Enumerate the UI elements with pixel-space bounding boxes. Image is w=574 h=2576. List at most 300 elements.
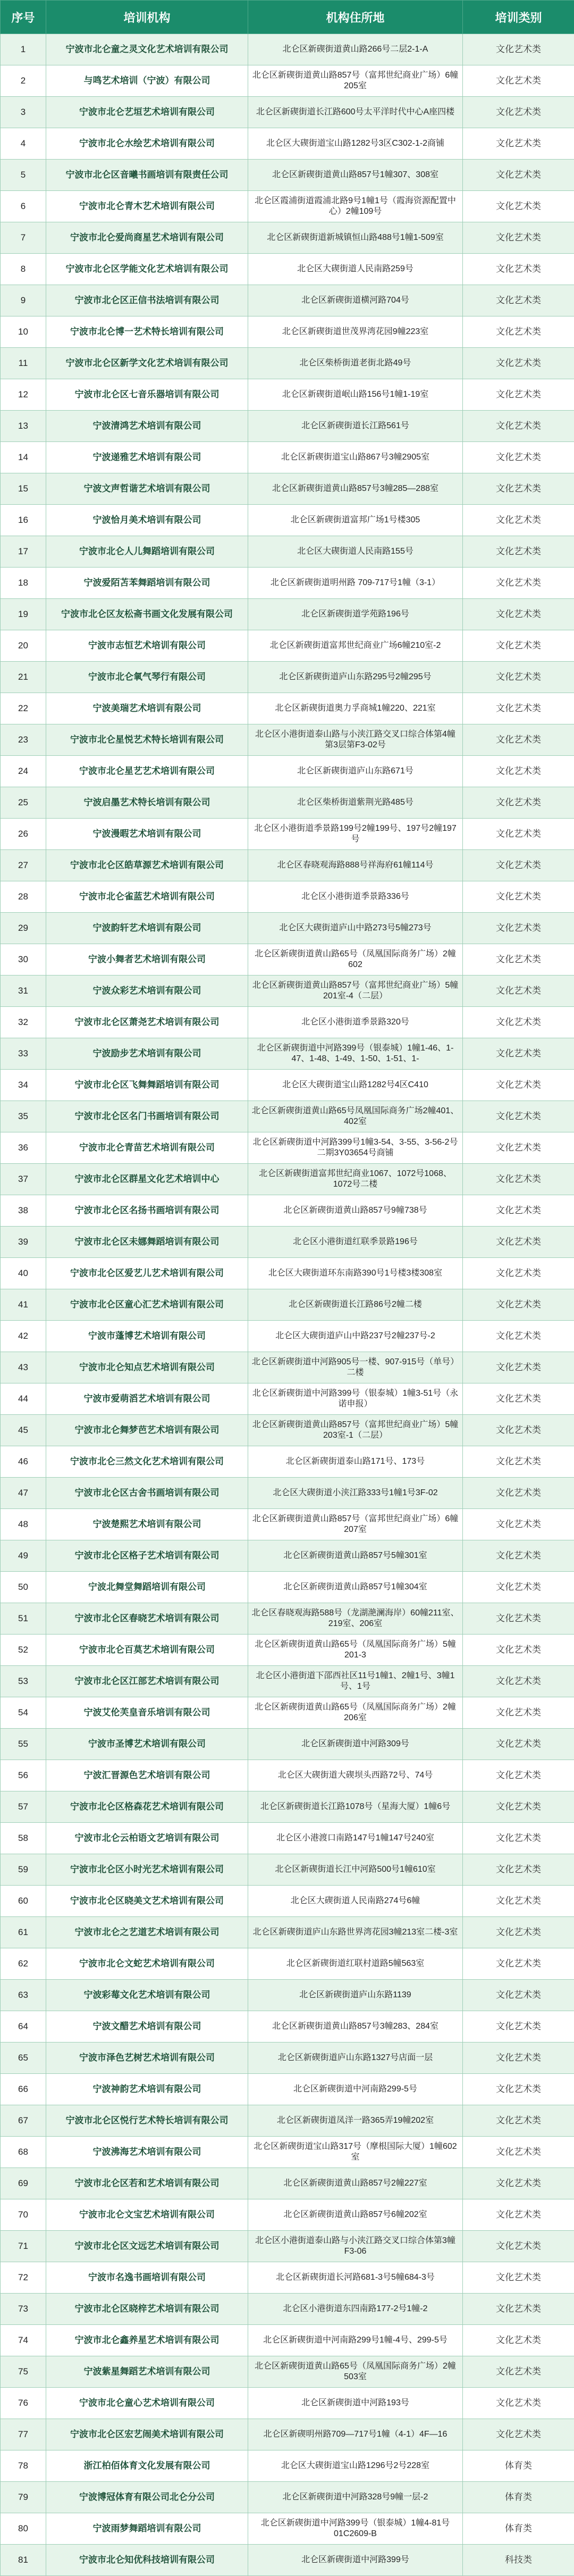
training-category: 文化艺术类 bbox=[463, 2325, 574, 2356]
training-category: 文化艺术类 bbox=[463, 1289, 574, 1321]
table-row bbox=[1, 2043, 574, 2074]
row-number: 71 bbox=[1, 2231, 46, 2262]
institution-name: 宁波市志恒艺术培训有限公司 bbox=[46, 630, 248, 662]
row-number: 40 bbox=[1, 1258, 46, 1289]
table-row bbox=[1, 976, 574, 1007]
row-number: 53 bbox=[1, 1666, 46, 1697]
institution-name: 宁波市北仑区名门书画培训有限公司 bbox=[46, 1101, 248, 1132]
institution-address: 北仑区小港街道下邵西社区11号1幢1、2幢1号、3幢1号、1号 bbox=[248, 1666, 463, 1697]
institution-address: 北仑区大碶街道人民南路274号6幢 bbox=[248, 1886, 463, 1917]
row-number: 2 bbox=[1, 65, 46, 97]
institution-name: 宁波小舞者艺术培训有限公司 bbox=[46, 944, 248, 976]
institution-name: 宁波市北仑艺垣艺术培训有限公司 bbox=[46, 97, 248, 128]
table-row bbox=[1, 254, 574, 285]
institution-name: 宁波市北仑知点艺术培训有限公司 bbox=[46, 1352, 248, 1383]
row-number: 9 bbox=[1, 285, 46, 316]
row-number: 22 bbox=[1, 693, 46, 724]
institution-address: 北仑区新碶街道中河路905号一楼、907-915号（单号）二楼 bbox=[248, 1352, 463, 1383]
training-category: 文化艺术类 bbox=[463, 411, 574, 442]
institution-name: 宁波市北仑星艺艺术培训有限公司 bbox=[46, 756, 248, 787]
institution-name: 宁波市北仑区七音乐器培训有限公司 bbox=[46, 379, 248, 411]
table-row bbox=[1, 1101, 574, 1132]
table-row bbox=[1, 2450, 574, 2482]
training-category: 文化艺术类 bbox=[463, 1478, 574, 1509]
institution-name: 宁波市北仑区江部艺术培训有限公司 bbox=[46, 1666, 248, 1697]
institution-address: 北仑区新碶街道黄山路65号（凤凰国际商务广场）2幢206室 bbox=[248, 1697, 463, 1729]
table-row bbox=[1, 1446, 574, 1478]
table-row bbox=[1, 411, 574, 442]
institution-name: 宁波彩莓文化艺术培训有限公司 bbox=[46, 1980, 248, 2011]
row-number: 51 bbox=[1, 1603, 46, 1635]
institution-name: 宁波市蓬博艺术培训有限公司 bbox=[46, 1321, 248, 1352]
table-row bbox=[1, 316, 574, 348]
row-number: 32 bbox=[1, 1007, 46, 1038]
institution-name: 宁波市北仑区飞舞舞蹈培训有限公司 bbox=[46, 1070, 248, 1101]
row-number: 7 bbox=[1, 222, 46, 254]
training-category: 文化艺术类 bbox=[463, 505, 574, 536]
row-number: 16 bbox=[1, 505, 46, 536]
training-category: 文化艺术类 bbox=[463, 1195, 574, 1227]
table-row bbox=[1, 787, 574, 819]
institution-name: 宁波市北仑区未娜舞蹈培训有限公司 bbox=[46, 1227, 248, 1258]
table-row bbox=[1, 1729, 574, 1760]
row-number: 28 bbox=[1, 881, 46, 913]
institution-address: 北仑区柴桥街道紫荆光路485号 bbox=[248, 787, 463, 819]
institution-address: 北仑区新碶明州路709—717号1幢（4-1）4F—16 bbox=[248, 2419, 463, 2450]
institution-address: 北仑区新碶街道中河路328号9幢一层-2 bbox=[248, 2482, 463, 2513]
institution-name: 宁波市北仑童之灵文化艺术培训有限公司 bbox=[46, 34, 248, 65]
institution-name: 宁波市北仑区若和艺术培训有限公司 bbox=[46, 2168, 248, 2199]
row-number: 48 bbox=[1, 1509, 46, 1540]
training-category: 文化艺术类 bbox=[463, 662, 574, 693]
table-row bbox=[1, 1603, 574, 1635]
institution-address: 北仑区新碶街道红联村道路5幢563室 bbox=[248, 1948, 463, 1980]
institution-address: 北仑区新碶街道中河路399号（银泰城）1幢3-51号（永诺申报） bbox=[248, 1383, 463, 1415]
row-number: 60 bbox=[1, 1886, 46, 1917]
training-category: 文化艺术类 bbox=[463, 1948, 574, 1980]
institution-address: 北仑区新碶街道黄山路857号1幢304室 bbox=[248, 1572, 463, 1603]
institution-address: 北仑区新碶街道长江路1078号（星海大厦）1幢6号 bbox=[248, 1791, 463, 1823]
table-row bbox=[1, 1383, 574, 1415]
row-number: 1 bbox=[1, 34, 46, 65]
institution-address: 北仑区小港街道季景路199号2幢199号、197号2幢197号 bbox=[248, 819, 463, 850]
institution-name: 宁波漫暇艺术培训有限公司 bbox=[46, 819, 248, 850]
table-row bbox=[1, 536, 574, 568]
institution-name: 宁波博冠体育有限公司北仑分公司 bbox=[46, 2482, 248, 2513]
table-row bbox=[1, 1948, 574, 1980]
row-number: 44 bbox=[1, 1383, 46, 1415]
training-category: 文化艺术类 bbox=[463, 1132, 574, 1164]
row-number: 3 bbox=[1, 97, 46, 128]
table-row bbox=[1, 1572, 574, 1603]
institution-name: 宁波市北仑区友松斋书画文化发展有限公司 bbox=[46, 599, 248, 630]
training-category: 文化艺术类 bbox=[463, 536, 574, 568]
row-number: 43 bbox=[1, 1352, 46, 1383]
training-category: 文化艺术类 bbox=[463, 1101, 574, 1132]
institution-name: 宁波市北仑区名扬书画培训有限公司 bbox=[46, 1195, 248, 1227]
institution-name: 宁波市北仑云柏语文艺培训有限公司 bbox=[46, 1823, 248, 1854]
institution-address: 北仑区小港街道季景路336号 bbox=[248, 881, 463, 913]
table-row bbox=[1, 2325, 574, 2356]
institution-address: 北仑区新碶街道宝山路317号（摩根国际大厦）1幢602室 bbox=[248, 2137, 463, 2168]
training-category: 文化艺术类 bbox=[463, 2105, 574, 2137]
institution-name: 宁波市北仑区春晓艺术培训有限公司 bbox=[46, 1603, 248, 1635]
training-category: 文化艺术类 bbox=[463, 1603, 574, 1635]
table-row bbox=[1, 1917, 574, 1948]
institution-name: 宁波清鸿艺术培训有限公司 bbox=[46, 411, 248, 442]
training-category: 文化艺术类 bbox=[463, 65, 574, 97]
row-number: 37 bbox=[1, 1164, 46, 1195]
institution-name: 宁波市北仑博一艺术特长培训有限公司 bbox=[46, 316, 248, 348]
training-category: 文化艺术类 bbox=[463, 850, 574, 881]
table-row bbox=[1, 2262, 574, 2294]
institution-address: 北仑区小港街道季景路320号 bbox=[248, 1007, 463, 1038]
table-row bbox=[1, 1791, 574, 1823]
institution-name: 宁波市北仑区正信书法培训有限公司 bbox=[46, 285, 248, 316]
institution-name: 宁波文声哲谐艺术培训有限公司 bbox=[46, 473, 248, 505]
table-row bbox=[1, 2545, 574, 2576]
table-row bbox=[1, 1132, 574, 1164]
institution-address: 北仑区新碶街道长河路681-3号5幢684-3号 bbox=[248, 2262, 463, 2294]
institution-name: 宁波市北仑青木艺术培训有限公司 bbox=[46, 191, 248, 222]
row-number: 25 bbox=[1, 787, 46, 819]
institution-name: 宁波市北仑水绘艺术培训有限公司 bbox=[46, 128, 248, 160]
row-number: 12 bbox=[1, 379, 46, 411]
table-body bbox=[1, 34, 574, 2576]
institution-name: 宁波市北仑三然文化艺术培训有限公司 bbox=[46, 1446, 248, 1478]
institution-address: 北仑区新碶街道黄山路857号（富邦世纪商业广场）5幢201室-4（二层） bbox=[248, 976, 463, 1007]
row-number: 20 bbox=[1, 630, 46, 662]
table-row bbox=[1, 222, 574, 254]
institution-address: 北仑区新碶街道中河路399号 bbox=[248, 2545, 463, 2576]
training-category: 文化艺术类 bbox=[463, 1823, 574, 1854]
row-number: 66 bbox=[1, 2074, 46, 2105]
training-category: 文化艺术类 bbox=[463, 1697, 574, 1729]
training-category: 文化艺术类 bbox=[463, 379, 574, 411]
training-category: 文化艺术类 bbox=[463, 191, 574, 222]
institution-name: 宁波市北仑区小时光艺术培训有限公司 bbox=[46, 1854, 248, 1886]
table-row bbox=[1, 1478, 574, 1509]
row-number: 52 bbox=[1, 1635, 46, 1666]
row-number: 78 bbox=[1, 2450, 46, 2482]
training-category: 文化艺术类 bbox=[463, 2262, 574, 2294]
table-row bbox=[1, 160, 574, 191]
institution-name: 宁波市北仑区格子艺术培训有限公司 bbox=[46, 1540, 248, 1572]
institution-name: 宁波市北仑区皓草源艺术培训有限公司 bbox=[46, 850, 248, 881]
row-number: 64 bbox=[1, 2011, 46, 2043]
table-row bbox=[1, 2074, 574, 2105]
institution-address: 北仑区大碶街道人民南路259号 bbox=[248, 254, 463, 285]
header-address: 机构住所地 bbox=[248, 1, 463, 34]
training-category: 文化艺术类 bbox=[463, 222, 574, 254]
row-number: 11 bbox=[1, 348, 46, 379]
institution-name: 宁波爱陌苫苯舞蹈培训有限公司 bbox=[46, 568, 248, 599]
header-category: 培训类别 bbox=[463, 1, 574, 34]
row-number: 6 bbox=[1, 191, 46, 222]
table-row bbox=[1, 881, 574, 913]
table-row bbox=[1, 285, 574, 316]
training-category: 文化艺术类 bbox=[463, 1917, 574, 1948]
institution-address: 北仑区大碶街道人民南路155号 bbox=[248, 536, 463, 568]
table-row bbox=[1, 1980, 574, 2011]
table-row bbox=[1, 1070, 574, 1101]
table-row bbox=[1, 1854, 574, 1886]
training-category: 文化艺术类 bbox=[463, 568, 574, 599]
training-category: 文化艺术类 bbox=[463, 285, 574, 316]
table-row bbox=[1, 1697, 574, 1729]
training-category: 文化艺术类 bbox=[463, 1572, 574, 1603]
table-row bbox=[1, 724, 574, 756]
institution-name: 宁波励步艺术培训有限公司 bbox=[46, 1038, 248, 1070]
institution-address: 北仑区小港街道泰山路与小浃江路交叉口综合体第3幢F3-06 bbox=[248, 2231, 463, 2262]
table-row bbox=[1, 1195, 574, 1227]
training-category: 文化艺术类 bbox=[463, 630, 574, 662]
table-row bbox=[1, 568, 574, 599]
training-category: 文化艺术类 bbox=[463, 1666, 574, 1697]
row-number: 47 bbox=[1, 1478, 46, 1509]
training-category: 文化艺术类 bbox=[463, 2294, 574, 2325]
institution-name: 宁波北舞堂舞蹈培训有限公司 bbox=[46, 1572, 248, 1603]
table-row bbox=[1, 1760, 574, 1791]
training-category: 体育类 bbox=[463, 2482, 574, 2513]
row-number: 76 bbox=[1, 2388, 46, 2419]
training-category: 文化艺术类 bbox=[463, 2137, 574, 2168]
institution-name: 宁波市北仑星悦艺术特长培训有限公司 bbox=[46, 724, 248, 756]
table-row bbox=[1, 1038, 574, 1070]
training-category: 文化艺术类 bbox=[463, 1007, 574, 1038]
institution-name: 宁波市圣博艺术培训有限公司 bbox=[46, 1729, 248, 1760]
row-number: 59 bbox=[1, 1854, 46, 1886]
institution-address: 北仑区春晓观海路588号（龙湖滟澜海岸）60幢211室、219室、206室 bbox=[248, 1603, 463, 1635]
training-category: 文化艺术类 bbox=[463, 1791, 574, 1823]
institution-address: 北仑区新碶街道奥力孚商城1幢220、221室 bbox=[248, 693, 463, 724]
table-row bbox=[1, 2011, 574, 2043]
institution-name: 宁波文醋艺术培训有限公司 bbox=[46, 2011, 248, 2043]
row-number: 38 bbox=[1, 1195, 46, 1227]
row-number: 73 bbox=[1, 2294, 46, 2325]
institution-name: 宁波市北仑区晓美文艺术培训有限公司 bbox=[46, 1886, 248, 1917]
table-row bbox=[1, 34, 574, 65]
institution-name: 宁波市北仑之艺道艺术培训有限公司 bbox=[46, 1917, 248, 1948]
table-row bbox=[1, 2168, 574, 2199]
institution-name: 宁波市北仑文宝艺术培训有限公司 bbox=[46, 2199, 248, 2231]
table-row bbox=[1, 1540, 574, 1572]
institution-name: 宁波神韵艺术培训有限公司 bbox=[46, 2074, 248, 2105]
table-row bbox=[1, 1886, 574, 1917]
row-number: 41 bbox=[1, 1289, 46, 1321]
institution-address: 北仑区新碶街道富邦世纪商业1067、1072号1068、1072号二楼 bbox=[248, 1164, 463, 1195]
training-category: 文化艺术类 bbox=[463, 2043, 574, 2074]
training-category: 文化艺术类 bbox=[463, 254, 574, 285]
training-category: 文化艺术类 bbox=[463, 1352, 574, 1383]
row-number: 68 bbox=[1, 2137, 46, 2168]
training-category: 文化艺术类 bbox=[463, 1321, 574, 1352]
institution-address: 北仑区小港街道东四南路177-2号1幢-2 bbox=[248, 2294, 463, 2325]
table-row bbox=[1, 2388, 574, 2419]
institution-name: 宁波市爱萌滔艺术培训有限公司 bbox=[46, 1383, 248, 1415]
row-number: 69 bbox=[1, 2168, 46, 2199]
training-category: 文化艺术类 bbox=[463, 944, 574, 976]
training-category: 科技类 bbox=[463, 2545, 574, 2576]
institution-name: 宁波市北仑雀蓝艺术培训有限公司 bbox=[46, 881, 248, 913]
row-number: 13 bbox=[1, 411, 46, 442]
training-category: 文化艺术类 bbox=[463, 1383, 574, 1415]
institution-name: 宁波韵轩艺术培训有限公司 bbox=[46, 913, 248, 944]
institution-address: 北仑区新碶街道中河路399号（银泰城）1幢1-46、1-47、1-48、1-49、1-50、1-51、1- bbox=[248, 1038, 463, 1070]
row-number: 5 bbox=[1, 160, 46, 191]
institution-address: 北仑区新碶街道长江路561号 bbox=[248, 411, 463, 442]
institution-name: 宁波市北仑文蛇艺术培训有限公司 bbox=[46, 1948, 248, 1980]
training-category: 文化艺术类 bbox=[463, 819, 574, 850]
row-number: 56 bbox=[1, 1760, 46, 1791]
training-category: 文化艺术类 bbox=[463, 1980, 574, 2011]
institution-address: 北仑区新碶街道中河南路299号1幢-4号、299-5号 bbox=[248, 2325, 463, 2356]
institution-address: 北仑区新碶街道世茂界湾花园9幢223室 bbox=[248, 316, 463, 348]
row-number: 79 bbox=[1, 2482, 46, 2513]
institution-name: 宁波众彩艺术培训有限公司 bbox=[46, 976, 248, 1007]
institution-address: 北仑区新碶街道新城镇恒山路488号1幢1-509室 bbox=[248, 222, 463, 254]
training-category: 文化艺术类 bbox=[463, 128, 574, 160]
institution-address: 北仑区新碶街道宝山路867号3幢2905室 bbox=[248, 442, 463, 473]
institution-address: 北仑区大碶街道庐山中路273号5幢273号 bbox=[248, 913, 463, 944]
institution-name: 与鸣艺术培训（宁波）有限公司 bbox=[46, 65, 248, 97]
table-row bbox=[1, 2231, 574, 2262]
institution-address: 北仑区大碶街道宝山路1282号3区C302-1-2商铺 bbox=[248, 128, 463, 160]
table-row bbox=[1, 1666, 574, 1697]
institution-address: 北仑区霞浦街道霞浦北路9号1幢1号（霞海资源配置中心）2幢109号 bbox=[248, 191, 463, 222]
row-number: 70 bbox=[1, 2199, 46, 2231]
institution-address: 北仑区新碶街道岷山路156号1幢1-19室 bbox=[248, 379, 463, 411]
table-row bbox=[1, 65, 574, 97]
institution-address: 北仑区新碶街道庐山东路671号 bbox=[248, 756, 463, 787]
table-row bbox=[1, 1321, 574, 1352]
institution-name: 宁波市北仑区新学文化艺术培训有限公司 bbox=[46, 348, 248, 379]
table-row bbox=[1, 1164, 574, 1195]
table-row bbox=[1, 2482, 574, 2513]
training-category: 文化艺术类 bbox=[463, 1038, 574, 1070]
institution-address: 北仑区新碶街道富邦世纪商业广场6幢210室-2 bbox=[248, 630, 463, 662]
table-row bbox=[1, 2419, 574, 2450]
institution-address: 北仑区新碶街道庐山东路世界湾花园3幢213室二楼-3室 bbox=[248, 1917, 463, 1948]
institution-address: 北仑区新碶街道黄山路65号（凤凰国际商务广场）2幢602 bbox=[248, 944, 463, 976]
row-number: 33 bbox=[1, 1038, 46, 1070]
table-row bbox=[1, 379, 574, 411]
table-row bbox=[1, 630, 574, 662]
row-number: 65 bbox=[1, 2043, 46, 2074]
institution-name: 宁波紫星舞蹈艺术培训有限公司 bbox=[46, 2356, 248, 2388]
institution-name: 宁波雨梦舞蹈培训有限公司 bbox=[46, 2513, 248, 2545]
institution-address: 北仑区小港渡口南路147号1幢147号240室 bbox=[248, 1823, 463, 1854]
institution-address: 北仑区新碶街道黄山路65号（凤凰国际商务广场）5幢201-3 bbox=[248, 1635, 463, 1666]
institution-name: 宁波汇晋源色艺术培训有限公司 bbox=[46, 1760, 248, 1791]
institution-address: 北仑区新碶街道长江中河路500号1幢610室 bbox=[248, 1854, 463, 1886]
row-number: 50 bbox=[1, 1572, 46, 1603]
institution-address: 北仑区大碶街道宝山路1282号4区C410 bbox=[248, 1070, 463, 1101]
row-number: 75 bbox=[1, 2356, 46, 2388]
row-number: 30 bbox=[1, 944, 46, 976]
training-category: 文化艺术类 bbox=[463, 2199, 574, 2231]
row-number: 4 bbox=[1, 128, 46, 160]
training-category: 文化艺术类 bbox=[463, 1540, 574, 1572]
training-category: 文化艺术类 bbox=[463, 724, 574, 756]
institution-name: 宁波启墨艺术特长培训有限公司 bbox=[46, 787, 248, 819]
row-number: 54 bbox=[1, 1697, 46, 1729]
institution-name: 宁波市名逸书画培训有限公司 bbox=[46, 2262, 248, 2294]
table-row bbox=[1, 1258, 574, 1289]
training-category: 文化艺术类 bbox=[463, 348, 574, 379]
table-row bbox=[1, 913, 574, 944]
institution-name: 宁波市北仑知优科技培训有限公司 bbox=[46, 2545, 248, 2576]
institution-address: 北仑区大碶街道大碶坝头西路72号、74号 bbox=[248, 1760, 463, 1791]
institution-address: 北仑区新碶街道凤洋一路365弄19幢202室 bbox=[248, 2105, 463, 2137]
institution-name: 宁波市北仑区文远艺术培训有限公司 bbox=[46, 2231, 248, 2262]
row-number: 35 bbox=[1, 1101, 46, 1132]
training-category: 文化艺术类 bbox=[463, 2419, 574, 2450]
table-row bbox=[1, 756, 574, 787]
table-row bbox=[1, 348, 574, 379]
training-category: 文化艺术类 bbox=[463, 693, 574, 724]
training-category: 体育类 bbox=[463, 2513, 574, 2545]
institution-address: 北仑区新碶街道黄山路266号二层2-1-A bbox=[248, 34, 463, 65]
institution-address: 北仑区柴桥街道老街北路49号 bbox=[248, 348, 463, 379]
institution-address: 北仑区新碶街道中河路399号1幢3-54、3-55、3-56-2号二期3Y03654号商铺 bbox=[248, 1132, 463, 1164]
institution-address: 北仑区新碶街道黄山路857号1幢307、308室 bbox=[248, 160, 463, 191]
training-category: 体育类 bbox=[463, 2450, 574, 2482]
training-category: 文化艺术类 bbox=[463, 1227, 574, 1258]
institution-address: 北仑区新碶街道黄山路857号（富邦世纪商业广场）6幢205室 bbox=[248, 65, 463, 97]
row-number: 36 bbox=[1, 1132, 46, 1164]
row-number: 31 bbox=[1, 976, 46, 1007]
institution-address: 北仑区新碶街道黄山路65号（凤凰国际商务广场）2幢503室 bbox=[248, 2356, 463, 2388]
training-category: 文化艺术类 bbox=[463, 442, 574, 473]
training-category: 文化艺术类 bbox=[463, 1635, 574, 1666]
training-category: 文化艺术类 bbox=[463, 1509, 574, 1540]
row-number: 15 bbox=[1, 473, 46, 505]
header-no: 序号 bbox=[1, 1, 46, 34]
institution-address: 北仑区新碶街道黄山路857号（富邦世纪商业广场）5幢203室-1（二层） bbox=[248, 1415, 463, 1446]
row-number: 46 bbox=[1, 1446, 46, 1478]
institution-address: 北仑区新碶街道庐山东路1327号店面一层 bbox=[248, 2043, 463, 2074]
institution-address: 北仑区新碶街道长江路86号2幢二楼 bbox=[248, 1289, 463, 1321]
table-row bbox=[1, 1635, 574, 1666]
row-number: 34 bbox=[1, 1070, 46, 1101]
row-number: 58 bbox=[1, 1823, 46, 1854]
row-number: 55 bbox=[1, 1729, 46, 1760]
table-row bbox=[1, 2513, 574, 2545]
institution-address: 北仑区新碶街道黄山路857号9幢738号 bbox=[248, 1195, 463, 1227]
institution-address: 北仑区新碶街道中河路309号 bbox=[248, 1729, 463, 1760]
table-row bbox=[1, 1007, 574, 1038]
training-category: 文化艺术类 bbox=[463, 316, 574, 348]
training-category: 文化艺术类 bbox=[463, 2011, 574, 2043]
institution-address: 北仑区新碶街道黄山路857号6幢202室 bbox=[248, 2199, 463, 2231]
institution-address: 北仑区新碶街道黄山路857号（富邦世纪商业广场）6幢207室 bbox=[248, 1509, 463, 1540]
institution-address: 北仑区新碶街道中河路399号（银泰城）1幢4-81号01C2609-B bbox=[248, 2513, 463, 2545]
table-row bbox=[1, 599, 574, 630]
training-category: 文化艺术类 bbox=[463, 97, 574, 128]
table-row bbox=[1, 128, 574, 160]
training-category: 文化艺术类 bbox=[463, 34, 574, 65]
institution-name: 宁波市北仑百莫艺术培训有限公司 bbox=[46, 1635, 248, 1666]
training-category: 文化艺术类 bbox=[463, 913, 574, 944]
institution-address: 北仑区新碶街道中河路193号 bbox=[248, 2388, 463, 2419]
row-number: 42 bbox=[1, 1321, 46, 1352]
institution-address: 北仑区新碶街道黄山路857号5幢301室 bbox=[248, 1540, 463, 1572]
institution-address: 北仑区大碶街道环东南路390号1号楼3楼308室 bbox=[248, 1258, 463, 1289]
table-row bbox=[1, 662, 574, 693]
table-header-row bbox=[1, 1, 574, 34]
training-category: 文化艺术类 bbox=[463, 2168, 574, 2199]
